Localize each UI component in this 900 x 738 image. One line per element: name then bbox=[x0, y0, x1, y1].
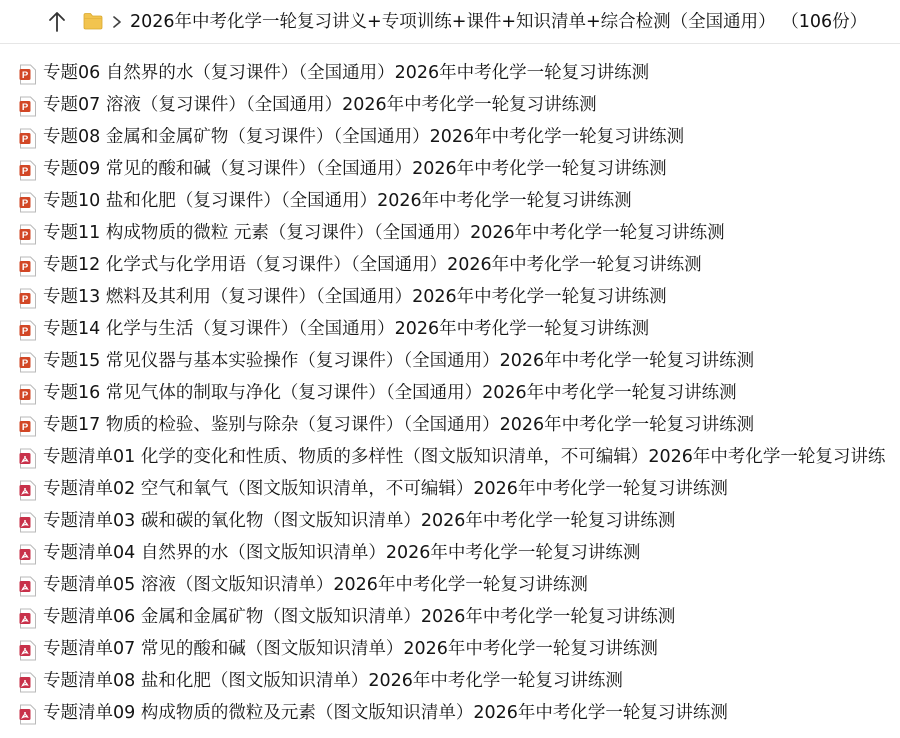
up-arrow-icon[interactable] bbox=[44, 9, 70, 35]
file-row[interactable] bbox=[0, 378, 900, 410]
file-row[interactable] bbox=[0, 442, 900, 474]
file-name: 专题清单03 碳和碳的氧化物（图文版知识清单）2026年中考化学一轮复习讲练测 bbox=[43, 511, 676, 531]
breadcrumb[interactable]: 2026年中考化学一轮复习讲义+专项训练+课件+知识清单+综合检测（全国通用） （106份） bbox=[130, 12, 868, 32]
file-row[interactable] bbox=[0, 186, 900, 218]
file-list bbox=[0, 58, 900, 730]
folder-icon bbox=[82, 10, 104, 32]
file-name: 专题09 常见的酸和碱（复习课件）（全国通用）2026年中考化学一轮复习讲练测 bbox=[43, 159, 667, 179]
chevron-right-icon bbox=[110, 12, 124, 32]
svg-text:P: P bbox=[21, 166, 29, 177]
svg-text:P: P bbox=[21, 390, 29, 401]
file-name: 专题清单06 金属和金属矿物（图文版知识清单）2026年中考化学一轮复习讲练测 bbox=[43, 607, 676, 627]
file-row[interactable] bbox=[0, 346, 900, 378]
file-row[interactable] bbox=[0, 90, 900, 122]
file-name: 专题清单08 盐和化肥（图文版知识清单）2026年中考化学一轮复习讲练测 bbox=[43, 671, 623, 691]
file-row[interactable] bbox=[0, 154, 900, 186]
file-name: 专题07 溶液（复习课件）（全国通用）2026年中考化学一轮复习讲练测 bbox=[43, 95, 597, 115]
svg-text:P: P bbox=[21, 358, 29, 369]
file-row[interactable] bbox=[0, 58, 900, 90]
file-name: 专题17 物质的检验、鉴别与除杂（复习课件）（全国通用）2026年中考化学一轮复习讲练测 bbox=[43, 415, 755, 435]
file-row[interactable] bbox=[0, 698, 900, 730]
file-name: 专题14 化学与生活（复习课件）（全国通用）2026年中考化学一轮复习讲练测 bbox=[43, 319, 650, 339]
svg-text:P: P bbox=[21, 230, 29, 241]
file-row[interactable] bbox=[0, 666, 900, 698]
svg-text:P: P bbox=[21, 262, 29, 273]
file-name: 专题06 自然界的水（复习课件）（全国通用）2026年中考化学一轮复习讲练测 bbox=[43, 63, 650, 83]
file-name: 专题13 燃料及其利用（复习课件）（全国通用）2026年中考化学一轮复习讲练测 bbox=[43, 287, 667, 307]
file-row[interactable] bbox=[0, 506, 900, 538]
svg-text:P: P bbox=[21, 422, 29, 433]
file-row[interactable] bbox=[0, 218, 900, 250]
file-name: 专题16 常见气体的制取与净化（复习课件）（全国通用）2026年中考化学一轮复习讲练测 bbox=[43, 383, 737, 403]
file-name: 专题11 构成物质的微粒 元素（复习课件）（全国通用）2026年中考化学一轮复习讲练测 bbox=[43, 223, 725, 243]
file-name: 专题12 化学式与化学用语（复习课件）（全国通用）2026年中考化学一轮复习讲练测 bbox=[43, 255, 702, 275]
file-name: 专题清单04 自然界的水（图文版知识清单）2026年中考化学一轮复习讲练测 bbox=[43, 543, 641, 563]
file-row[interactable] bbox=[0, 122, 900, 154]
file-name: 专题清单07 常见的酸和碱（图文版知识清单）2026年中考化学一轮复习讲练测 bbox=[43, 639, 658, 659]
file-row[interactable] bbox=[0, 282, 900, 314]
svg-text:P: P bbox=[21, 294, 29, 305]
svg-text:P: P bbox=[21, 70, 29, 81]
svg-text:P: P bbox=[21, 326, 29, 337]
file-row[interactable] bbox=[0, 474, 900, 506]
file-row[interactable] bbox=[0, 634, 900, 666]
file-row[interactable] bbox=[0, 570, 900, 602]
file-row[interactable] bbox=[0, 538, 900, 570]
address-bar bbox=[0, 0, 900, 44]
file-name: 专题清单02 空气和氧气（图文版知识清单，不可编辑）2026年中考化学一轮复习讲练测 bbox=[43, 479, 728, 499]
file-name: 专题清单01 化学的变化和性质、物质的多样性（图文版知识清单，不可编辑）2026年中考化学一轮复习讲练 bbox=[43, 447, 886, 467]
file-row[interactable] bbox=[0, 314, 900, 346]
file-row[interactable] bbox=[0, 602, 900, 634]
svg-text:P: P bbox=[21, 134, 29, 145]
file-name: 专题15 常见仪器与基本实验操作（复习课件）（全国通用）2026年中考化学一轮复习讲练测 bbox=[43, 351, 755, 371]
file-name: 专题清单05 溶液（图文版知识清单）2026年中考化学一轮复习讲练测 bbox=[43, 575, 588, 595]
file-row[interactable] bbox=[0, 410, 900, 442]
svg-text:P: P bbox=[21, 198, 29, 209]
file-row[interactable] bbox=[0, 250, 900, 282]
file-name: 专题清单09 构成物质的微粒及元素（图文版知识清单）2026年中考化学一轮复习讲练测 bbox=[43, 703, 728, 723]
svg-text:P: P bbox=[21, 102, 29, 113]
file-name: 专题10 盐和化肥（复习课件）（全国通用）2026年中考化学一轮复习讲练测 bbox=[43, 191, 632, 211]
file-name: 专题08 金属和金属矿物（复习课件）（全国通用）2026年中考化学一轮复习讲练测 bbox=[43, 127, 685, 147]
